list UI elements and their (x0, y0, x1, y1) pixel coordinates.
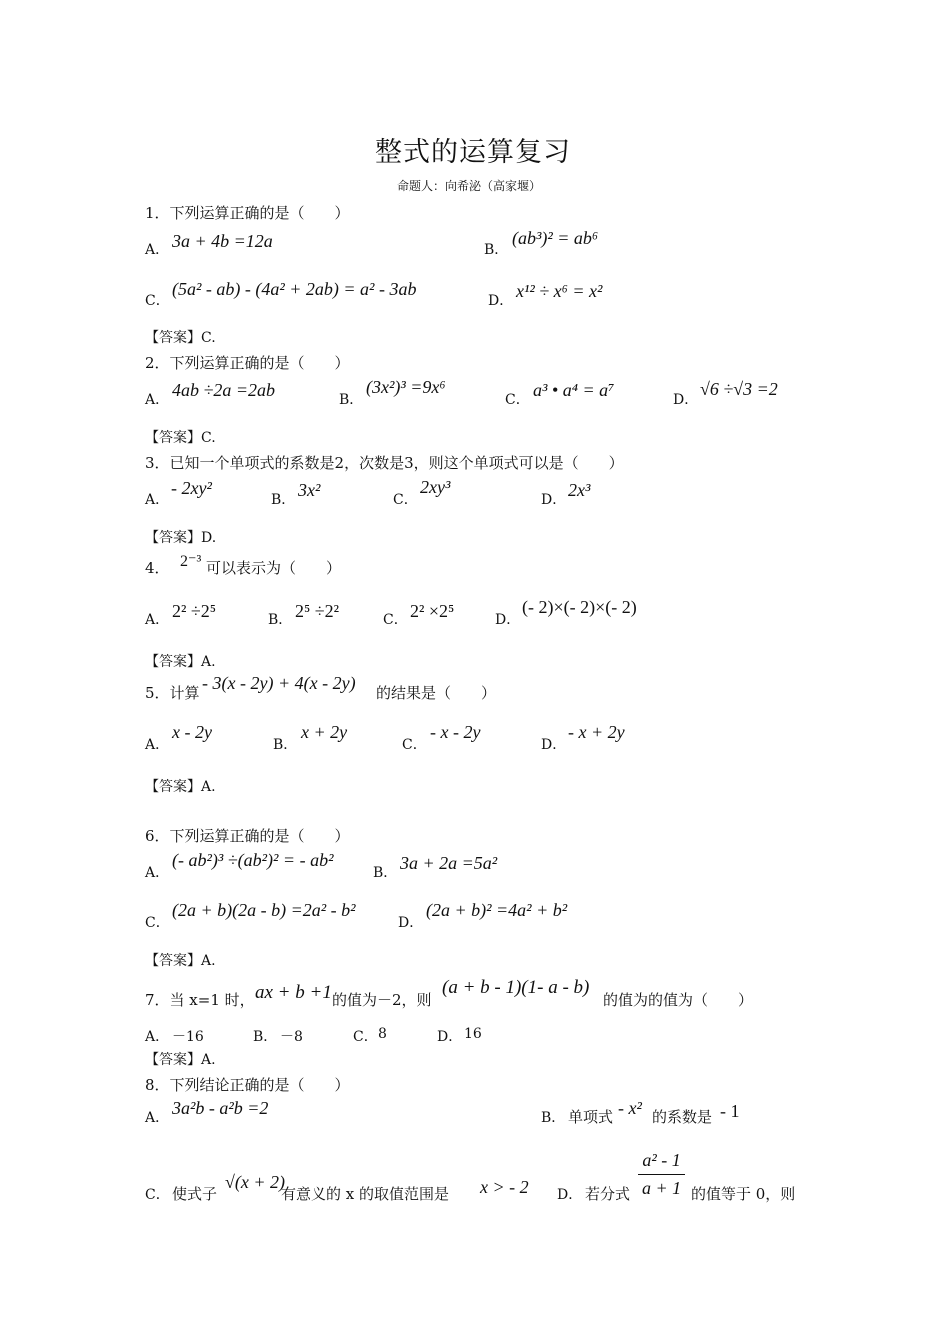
q5-answer: 【答案】A. (145, 779, 216, 795)
q2-option-b-label: B． (339, 392, 364, 408)
q4-option-b-expr: 2⁵ ÷2² (295, 601, 340, 621)
q3-option-c-expr: 2xy³ (420, 477, 451, 497)
q2-option-a-expr: 4ab ÷2a =2ab (172, 380, 276, 400)
q5-option-b-expr: x + 2y (301, 722, 348, 742)
q8-option-d-post: 的值等于 0，则 (691, 1185, 796, 1203)
q2-option-c-label: C． (505, 392, 530, 408)
q5-option-b-label: B． (273, 737, 298, 753)
q5-option-c-expr: - x - 2y (430, 722, 481, 742)
q8-stem: 8．下列结论正确的是（ ） (145, 1076, 350, 1094)
q6-option-d-label: D． (398, 915, 424, 931)
q4-stem-prefix: 4． (145, 559, 170, 577)
q7-stem-mid: 的值为－2，则 (332, 991, 432, 1009)
q3-answer: 【答案】D. (145, 530, 217, 546)
q4-option-a-label: A． (145, 612, 170, 628)
q2-option-c-expr: a³ • a⁴ = a⁷ (533, 380, 615, 400)
q4-option-d-expr: (- 2)×(- 2)×(- 2) (522, 597, 637, 617)
q7-stem-prefix: 7．当 x=1 时， (145, 991, 255, 1009)
q3-option-d-expr: 2x³ (568, 480, 591, 500)
page-title: 整式的运算复习 (375, 137, 571, 168)
q6-option-c-label: C． (145, 915, 170, 931)
q1-option-a-label: A． (145, 242, 170, 258)
q6-option-b-expr: 3a + 2a =5a² (400, 853, 498, 873)
q1-option-b-expr: (ab³)² = ab⁶ (512, 228, 599, 248)
author-line: 命题人：向希泌（高家堰） (397, 179, 542, 193)
q7-option-d-value: 16 (464, 1026, 482, 1042)
q8-option-c-label: C． (145, 1187, 170, 1203)
q8-option-d-numerator: a² - 1 (638, 1150, 685, 1175)
q4-stem-expr: 2⁻³ (180, 553, 202, 570)
q8-option-d-denominator: a + 1 (642, 1178, 682, 1198)
q4-answer: 【答案】A. (145, 654, 216, 670)
q1-option-b-label: B． (484, 242, 509, 258)
q4-option-a-expr: 2² ÷2⁵ (172, 601, 217, 621)
q5-option-a-expr: x - 2y (172, 722, 212, 742)
q8-option-c-post: 有意义的 x 的取值范围是 (281, 1185, 449, 1203)
q7-option-a-value: －16 (172, 1029, 204, 1045)
q1-option-a-expr: 3a + 4b =12a (172, 231, 273, 251)
q1-option-d-expr: x¹² ÷ x⁶ = x² (516, 281, 603, 301)
q7-stem-expr: ax + b +1 (255, 982, 332, 1003)
q8-option-b-expr: - x² (618, 1098, 642, 1118)
q8-option-d-pre: 若分式 (585, 1185, 631, 1203)
q2-option-d-label: D． (673, 392, 699, 408)
q1-option-d-label: D． (488, 293, 514, 309)
q5-stem-prefix: 5．计算 (145, 684, 200, 702)
q8-option-a-label: A． (145, 1110, 170, 1126)
q6-option-d-expr: (2a + b)² =4a² + b² (426, 900, 568, 920)
q2-option-a-label: A． (145, 392, 170, 408)
q7-option-c-value: 8 (378, 1026, 387, 1042)
q8-option-c-tail: x > - 2 (480, 1177, 529, 1197)
q8-option-b-tail: - 1 (720, 1101, 740, 1121)
q8-option-c-pre: 使式子 (172, 1185, 218, 1203)
q6-option-b-label: B． (373, 865, 398, 881)
q7-option-d-label: D． (437, 1029, 463, 1045)
q1-stem: 1．下列运算正确的是（ ） (145, 204, 350, 222)
q5-option-c-label: C． (402, 737, 427, 753)
q1-answer: 【答案】C. (145, 330, 216, 346)
q8-option-d-label: D． (557, 1187, 583, 1203)
q3-option-b-label: B． (271, 492, 296, 508)
q1-option-c-label: C． (145, 293, 170, 309)
q7-option-b-label: B． (253, 1029, 278, 1045)
q7-option-c-label: C． (353, 1029, 378, 1045)
q3-option-b-expr: 3x² (298, 480, 321, 500)
q4-option-d-label: D． (495, 612, 521, 628)
q2-answer: 【答案】C. (145, 430, 216, 446)
q5-option-d-expr: - x + 2y (568, 722, 625, 742)
q4-stem-suffix: 可以表示为（ ） (206, 559, 342, 577)
q5-stem-expr: - 3(x - 2y) + 4(x - 2y) (202, 673, 356, 693)
q7-stem-suffix: 的值为的值为（ ） (603, 991, 754, 1009)
q5-stem-suffix: 的结果是（ ） (376, 684, 497, 702)
q6-option-a-expr: (- ab²)³ ÷(ab²)² = - ab² (172, 850, 334, 870)
q5-option-d-label: D． (541, 737, 567, 753)
q4-option-b-label: B． (268, 612, 293, 628)
q4-option-c-label: C． (383, 612, 408, 628)
q8-option-b-post: 的系数是 (652, 1108, 713, 1126)
q2-option-b-expr: (3x²)³ =9x⁶ (366, 377, 446, 397)
q3-option-d-label: D． (541, 492, 567, 508)
q2-option-d-expr: √6 ÷√3 =2 (700, 379, 778, 399)
q7-option-b-value: －8 (280, 1029, 303, 1045)
q8-option-a-expr: 3a²b - a²b =2 (172, 1098, 269, 1118)
q7-stem-expr2: (a + b - 1)(1- a - b) (442, 977, 590, 998)
q3-stem: 3．已知一个单项式的系数是2，次数是3，则这个单项式可以是（ ） (145, 454, 624, 472)
q5-option-a-label: A． (145, 737, 170, 753)
q2-stem: 2．下列运算正确的是（ ） (145, 354, 350, 372)
q3-option-c-label: C． (393, 492, 418, 508)
q3-option-a-label: A． (145, 492, 170, 508)
q8-option-b-label: B． (541, 1110, 566, 1126)
q6-stem: 6．下列运算正确的是（ ） (145, 827, 350, 845)
q6-option-a-label: A． (145, 865, 170, 881)
q8-option-d-fraction (638, 1150, 685, 1199)
q1-option-c-expr: (5a² - ab) - (4a² + 2ab) = a² - 3ab (172, 279, 417, 299)
q6-option-c-expr: (2a + b)(2a - b) =2a² - b² (172, 900, 356, 920)
q8-option-c-expr: √(x + 2) (225, 1172, 286, 1192)
q3-option-a-expr: - 2xy² (171, 478, 212, 498)
q6-answer: 【答案】A. (145, 953, 216, 969)
q4-option-c-expr: 2² ×2⁵ (410, 601, 455, 621)
q8-option-b-pre: 单项式 (568, 1108, 614, 1126)
q7-answer: 【答案】A. (145, 1052, 216, 1068)
q7-option-a-label: A． (145, 1029, 170, 1045)
